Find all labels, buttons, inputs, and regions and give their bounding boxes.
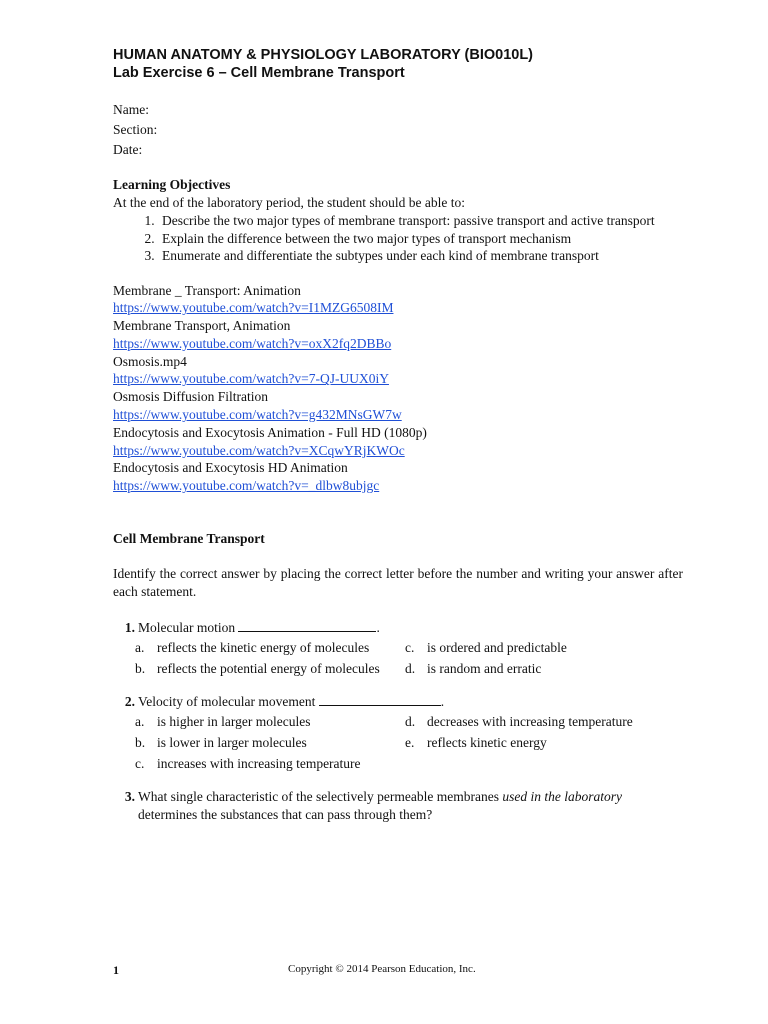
option-letter: e. [405,735,415,751]
option-text: decreases with increasing temperature [427,714,633,730]
option-text: reflects the potential energy of molecules [157,661,380,677]
name-field-label[interactable]: Name: [113,102,149,117]
video-link[interactable]: https://www.youtube.com/watch?v=I1MZG6508IM [113,300,394,316]
option-letter: c. [135,756,145,772]
section-field-label[interactable]: Section: [113,122,158,137]
question-number: 3. [124,789,135,805]
option-text: increases with increasing temperature [157,756,361,772]
objectives-list [113,212,683,265]
question-number: 2. [124,694,135,710]
student-info-fields [113,100,683,160]
video-links-list [113,282,683,496]
video-link-title: Membrane _ Transport: Animation [113,282,301,298]
copyright-notice: Copyright © 2014 Pearson Education, Inc. [288,963,476,975]
video-link[interactable]: https://www.youtube.com/watch?v=_dlbw8ubjgc [113,478,380,494]
option-letter: b. [135,735,146,751]
video-link[interactable]: https://www.youtube.com/watch?v=7-QJ-UUX0iY [113,371,389,387]
video-link[interactable]: https://www.youtube.com/watch?v=XCqwYRjKWOc [113,442,405,458]
learning-objectives-heading: Learning Objectives [113,177,231,192]
option-letter: d. [405,661,416,677]
learning-objectives-section [113,176,683,265]
document-subtitle: Lab Exercise 6 – Cell Membrane Transport [113,65,405,81]
option-text: is ordered and predictable [427,640,567,656]
question-text-part: What single characteristic of the selectively permeable membranes [138,789,503,805]
question-text [138,788,683,824]
question-2-options [135,711,683,774]
video-link[interactable]: https://www.youtube.com/watch?v=g432MNsGW7w [113,407,402,423]
option-letter: d. [405,714,416,730]
option-letter: c. [405,640,415,656]
answer-blank[interactable] [319,693,441,706]
question-text-emphasis: used in the laboratory [502,789,622,805]
option-text: reflects the kinetic energy of molecules [157,640,370,656]
option-c [405,637,685,658]
video-link-title: Endocytosis and Exocytosis HD Animation [113,460,348,476]
question-1-options [135,637,683,679]
document-page [113,46,683,824]
option-letter: a. [135,714,145,730]
video-link-title: Membrane Transport, Animation [113,318,291,334]
video-link-title: Endocytosis and Exocytosis Animation - Full HD (1080p) [113,424,427,440]
option-a [135,637,405,658]
question-3 [113,788,683,824]
page-number: 1 [113,963,119,977]
answer-blank[interactable] [238,619,376,632]
option-a [135,711,405,732]
video-link-title: Osmosis.mp4 [113,353,187,369]
document-title: HUMAN ANATOMY & PHYSIOLOGY LABORATORY (BIO010L) [113,47,534,63]
question-end-punct: . [440,694,445,710]
question-2 [113,693,683,711]
option-text: reflects kinetic energy [427,735,547,751]
option-text: is random and erratic [427,661,542,677]
date-field-label[interactable]: Date: [113,142,143,157]
question-1 [113,619,683,637]
option-letter: a. [135,640,145,656]
option-d [405,711,685,732]
instructions-text: Identify the correct answer by placing the correct letter before the number and writing your answer after each statement. [113,566,683,600]
question-text: Molecular motion [138,620,236,636]
option-b [135,732,405,753]
option-d [405,658,685,679]
option-b [135,658,405,679]
option-text: is higher in larger molecules [157,714,311,730]
option-e [405,732,685,753]
objective-item: 1. Describe the two major types of membrane transport: passive transport and active transport [158,212,683,230]
option-c [135,753,405,774]
video-link-title: Osmosis Diffusion Filtration [113,389,269,405]
video-link[interactable]: https://www.youtube.com/watch?v=oxX2fq2DBBo [113,335,392,351]
question-text-part: determines the substances that can pass through them? [138,807,433,823]
option-letter: b. [135,661,146,677]
objective-item: 2. Explain the difference between the two major types of transport mechanism [158,230,683,248]
objectives-intro: At the end of the laboratory period, the student should be able to: [113,195,466,210]
objective-item: 3. Enumerate and differentiate the subtypes under each kind of membrane transport [158,247,683,265]
question-end-punct: . [376,620,380,636]
question-text: Velocity of molecular movement [138,694,316,710]
cell-membrane-transport-heading: Cell Membrane Transport [113,531,265,547]
question-number: 1. [124,620,135,636]
option-text: is lower in larger molecules [157,735,307,751]
